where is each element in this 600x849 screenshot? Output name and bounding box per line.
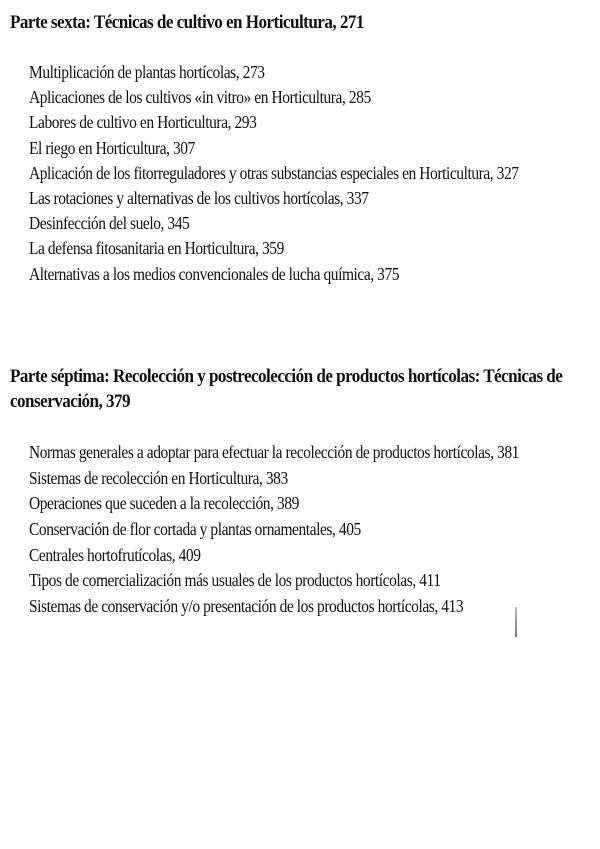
part-seven-heading: Parte séptima: Recolección y postrecolección de productos hortícolas: Técnicas de conservación, 379	[10, 366, 563, 412]
toc-entry: Sistemas de recolección en Horticultura, 383	[29, 467, 288, 488]
toc-entry: Aplicaciones de los cultivos «in vitro» en Horticultura, 285	[29, 87, 371, 108]
part-seven-entry-list	[29, 440, 599, 620]
toc-entry: El riego en Horticultura, 307	[29, 137, 195, 158]
toc-entry: Labores de cultivo en Horticultura, 293	[29, 112, 257, 133]
toc-entry: Conservación de flor cortada y plantas ornamentales, 405	[29, 519, 361, 540]
toc-entry: Centrales hortofrutícolas, 409	[29, 544, 201, 565]
toc-entry: Alternativas a los medios convencionales de lucha química, 375	[29, 263, 400, 284]
toc-entry: Las rotaciones y alternativas de los cultivos hortícolas, 337	[29, 187, 369, 208]
toc-entry: Normas generales a adoptar para efectuar la recolección de productos hortícolas, 381	[29, 442, 519, 462]
toc-entry: Aplicación de los fitorreguladores y otras substancias especiales en Horticultura, 327	[29, 162, 519, 183]
toc-entry: Desinfección del suelo, 345	[29, 213, 190, 234]
toc-entry: Sistemas de conservación y/o presentación de los productos hortícolas, 413	[29, 596, 464, 617]
toc-entry: Multiplicación de plantas hortícolas, 273	[29, 62, 265, 82]
toc-entry: Operaciones que suceden a la recolección, 389	[29, 493, 299, 514]
toc-entry: Tipos de comercialización más usuales de los productos hortícolas, 411	[29, 570, 441, 591]
part-six-heading: Parte sexta: Técnicas de cultivo en Horticultura, 271	[10, 12, 364, 33]
scan-artifact-mark	[515, 607, 517, 637]
part-six-entry-list	[29, 60, 598, 287]
toc-entry: La defensa fitosanitaria en Horticultura, 359	[29, 238, 284, 259]
